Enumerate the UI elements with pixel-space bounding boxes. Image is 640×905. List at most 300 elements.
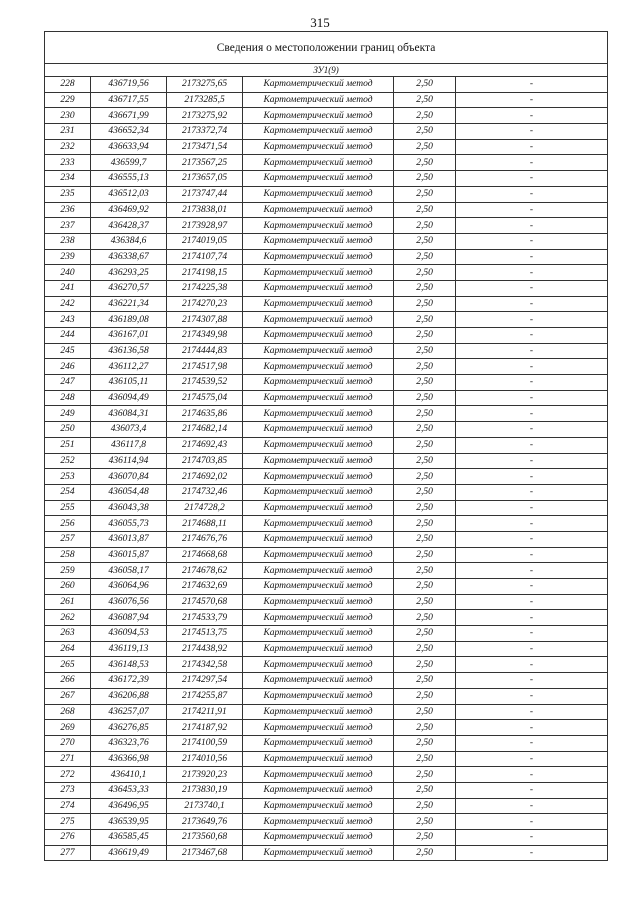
table-row [45, 845, 608, 861]
method-cell: Картометрический метод [243, 845, 394, 861]
table-row [45, 830, 608, 846]
boundary-table-sheet [44, 31, 607, 861]
y-coordinate-cell: 2173747,44 [167, 186, 243, 202]
table-subtitle: ЗУ1(9) [45, 64, 608, 77]
y-coordinate-cell: 2173920,23 [167, 767, 243, 783]
method-cell: Картометрический метод [243, 688, 394, 704]
method-cell: Картометрический метод [243, 751, 394, 767]
point-number-cell: 229 [45, 92, 91, 108]
note-cell: - [456, 814, 608, 830]
point-number-cell: 271 [45, 751, 91, 767]
note-cell: - [456, 579, 608, 595]
note-cell: - [456, 704, 608, 720]
y-coordinate-cell: 2174255,87 [167, 688, 243, 704]
point-number-cell: 240 [45, 265, 91, 281]
y-coordinate-cell: 2174533,79 [167, 610, 243, 626]
method-cell: Картометрический метод [243, 186, 394, 202]
method-cell: Картометрический метод [243, 343, 394, 359]
point-number-cell: 258 [45, 547, 91, 563]
note-cell: - [456, 77, 608, 93]
method-cell: Картометрический метод [243, 641, 394, 657]
table-row [45, 124, 608, 140]
table-row [45, 641, 608, 657]
accuracy-cell: 2,50 [394, 845, 456, 861]
x-coordinate-cell: 436054,48 [91, 484, 167, 500]
accuracy-cell: 2,50 [394, 704, 456, 720]
point-number-cell: 256 [45, 516, 91, 532]
method-cell: Картометрический метод [243, 265, 394, 281]
y-coordinate-cell: 2173467,68 [167, 845, 243, 861]
table-row [45, 77, 608, 93]
method-cell: Картометрический метод [243, 171, 394, 187]
method-cell: Картометрический метод [243, 720, 394, 736]
table-row [45, 249, 608, 265]
y-coordinate-cell: 2174635,86 [167, 406, 243, 422]
table-row [45, 108, 608, 124]
x-coordinate-cell: 436652,34 [91, 124, 167, 140]
y-coordinate-cell: 2174728,2 [167, 500, 243, 516]
method-cell: Картометрический метод [243, 249, 394, 265]
note-cell: - [456, 218, 608, 234]
method-cell: Картометрический метод [243, 673, 394, 689]
point-number-cell: 270 [45, 735, 91, 751]
note-cell: - [456, 516, 608, 532]
x-coordinate-cell: 436119,13 [91, 641, 167, 657]
point-number-cell: 276 [45, 830, 91, 846]
y-coordinate-cell: 2174570,68 [167, 594, 243, 610]
y-coordinate-cell: 2173657,05 [167, 171, 243, 187]
method-cell: Картометрический метод [243, 830, 394, 846]
x-coordinate-cell: 436512,03 [91, 186, 167, 202]
accuracy-cell: 2,50 [394, 171, 456, 187]
y-coordinate-cell: 2173285,5 [167, 92, 243, 108]
x-coordinate-cell: 436015,87 [91, 547, 167, 563]
method-cell: Картометрический метод [243, 139, 394, 155]
point-number-cell: 244 [45, 328, 91, 344]
x-coordinate-cell: 436585,45 [91, 830, 167, 846]
accuracy-cell: 2,50 [394, 296, 456, 312]
table-row [45, 453, 608, 469]
method-cell: Картометрический метод [243, 500, 394, 516]
point-number-cell: 236 [45, 202, 91, 218]
note-cell: - [456, 610, 608, 626]
note-cell: - [456, 453, 608, 469]
method-cell: Картометрический метод [243, 422, 394, 438]
accuracy-cell: 2,50 [394, 767, 456, 783]
note-cell: - [456, 155, 608, 171]
note-cell: - [456, 626, 608, 642]
accuracy-cell: 2,50 [394, 531, 456, 547]
x-coordinate-cell: 436555,13 [91, 171, 167, 187]
x-coordinate-cell: 436058,17 [91, 563, 167, 579]
accuracy-cell: 2,50 [394, 579, 456, 595]
table-row [45, 343, 608, 359]
x-coordinate-cell: 436112,27 [91, 359, 167, 375]
point-number-cell: 260 [45, 579, 91, 595]
table-row [45, 469, 608, 485]
y-coordinate-cell: 2174732,46 [167, 484, 243, 500]
note-cell: - [456, 280, 608, 296]
table-row [45, 610, 608, 626]
y-coordinate-cell: 2174703,85 [167, 453, 243, 469]
accuracy-cell: 2,50 [394, 563, 456, 579]
x-coordinate-cell: 436257,07 [91, 704, 167, 720]
y-coordinate-cell: 2174632,69 [167, 579, 243, 595]
table-row [45, 139, 608, 155]
note-cell: - [456, 531, 608, 547]
accuracy-cell: 2,50 [394, 437, 456, 453]
y-coordinate-cell: 2174575,04 [167, 390, 243, 406]
x-coordinate-cell: 436117,8 [91, 437, 167, 453]
note-cell: - [456, 469, 608, 485]
method-cell: Картометрический метод [243, 563, 394, 579]
x-coordinate-cell: 436293,25 [91, 265, 167, 281]
x-coordinate-cell: 436410,1 [91, 767, 167, 783]
table-row [45, 155, 608, 171]
accuracy-cell: 2,50 [394, 218, 456, 234]
table-row [45, 579, 608, 595]
accuracy-cell: 2,50 [394, 469, 456, 485]
y-coordinate-cell: 2174297,54 [167, 673, 243, 689]
point-number-cell: 243 [45, 312, 91, 328]
point-number-cell: 246 [45, 359, 91, 375]
point-number-cell: 277 [45, 845, 91, 861]
x-coordinate-cell: 436136,58 [91, 343, 167, 359]
table-row [45, 626, 608, 642]
point-number-cell: 237 [45, 218, 91, 234]
method-cell: Картометрический метод [243, 437, 394, 453]
x-coordinate-cell: 436070,84 [91, 469, 167, 485]
method-cell: Картометрический метод [243, 359, 394, 375]
x-coordinate-cell: 436276,85 [91, 720, 167, 736]
table-row [45, 233, 608, 249]
method-cell: Картометрический метод [243, 798, 394, 814]
note-cell: - [456, 328, 608, 344]
table-row [45, 704, 608, 720]
table-row [45, 312, 608, 328]
point-number-cell: 262 [45, 610, 91, 626]
point-number-cell: 266 [45, 673, 91, 689]
x-coordinate-cell: 436633,94 [91, 139, 167, 155]
y-coordinate-cell: 2174010,56 [167, 751, 243, 767]
point-number-cell: 238 [45, 233, 91, 249]
note-cell: - [456, 265, 608, 281]
table-row [45, 186, 608, 202]
table-row [45, 500, 608, 516]
accuracy-cell: 2,50 [394, 657, 456, 673]
table-row [45, 751, 608, 767]
note-cell: - [456, 845, 608, 861]
x-coordinate-cell: 436428,37 [91, 218, 167, 234]
method-cell: Картометрический метод [243, 594, 394, 610]
page-number: 315 [310, 15, 330, 30]
note-cell: - [456, 437, 608, 453]
accuracy-cell: 2,50 [394, 735, 456, 751]
note-cell: - [456, 249, 608, 265]
accuracy-cell: 2,50 [394, 233, 456, 249]
boundary-table [44, 31, 608, 861]
accuracy-cell: 2,50 [394, 359, 456, 375]
note-cell: - [456, 500, 608, 516]
method-cell: Картометрический метод [243, 124, 394, 140]
accuracy-cell: 2,50 [394, 265, 456, 281]
x-coordinate-cell: 436366,98 [91, 751, 167, 767]
table-row [45, 531, 608, 547]
y-coordinate-cell: 2173928,97 [167, 218, 243, 234]
method-cell: Картометрический метод [243, 406, 394, 422]
y-coordinate-cell: 2173275,65 [167, 77, 243, 93]
point-number-cell: 234 [45, 171, 91, 187]
x-coordinate-cell: 436148,53 [91, 657, 167, 673]
accuracy-cell: 2,50 [394, 720, 456, 736]
point-number-cell: 253 [45, 469, 91, 485]
point-number-cell: 251 [45, 437, 91, 453]
x-coordinate-cell: 436469,92 [91, 202, 167, 218]
table-row [45, 437, 608, 453]
accuracy-cell: 2,50 [394, 390, 456, 406]
accuracy-cell: 2,50 [394, 453, 456, 469]
method-cell: Картометрический метод [243, 108, 394, 124]
note-cell: - [456, 139, 608, 155]
x-coordinate-cell: 436270,57 [91, 280, 167, 296]
y-coordinate-cell: 2174438,92 [167, 641, 243, 657]
method-cell: Картометрический метод [243, 516, 394, 532]
title-row [45, 32, 608, 64]
table-row [45, 328, 608, 344]
point-number-cell: 248 [45, 390, 91, 406]
point-number-cell: 257 [45, 531, 91, 547]
table-row [45, 735, 608, 751]
method-cell: Картометрический метод [243, 453, 394, 469]
y-coordinate-cell: 2174225,38 [167, 280, 243, 296]
accuracy-cell: 2,50 [394, 484, 456, 500]
method-cell: Картометрический метод [243, 767, 394, 783]
x-coordinate-cell: 436076,56 [91, 594, 167, 610]
method-cell: Картометрический метод [243, 579, 394, 595]
y-coordinate-cell: 2173471,54 [167, 139, 243, 155]
note-cell: - [456, 233, 608, 249]
table-row [45, 563, 608, 579]
note-cell: - [456, 375, 608, 391]
y-coordinate-cell: 2174678,62 [167, 563, 243, 579]
point-number-cell: 239 [45, 249, 91, 265]
note-cell: - [456, 798, 608, 814]
table-row [45, 657, 608, 673]
accuracy-cell: 2,50 [394, 77, 456, 93]
y-coordinate-cell: 2174342,58 [167, 657, 243, 673]
method-cell: Картометрический метод [243, 233, 394, 249]
x-coordinate-cell: 436043,38 [91, 500, 167, 516]
x-coordinate-cell: 436599,7 [91, 155, 167, 171]
note-cell: - [456, 124, 608, 140]
y-coordinate-cell: 2174211,91 [167, 704, 243, 720]
accuracy-cell: 2,50 [394, 547, 456, 563]
x-coordinate-cell: 436671,99 [91, 108, 167, 124]
x-coordinate-cell: 436206,88 [91, 688, 167, 704]
x-coordinate-cell: 436221,34 [91, 296, 167, 312]
point-number-cell: 269 [45, 720, 91, 736]
note-cell: - [456, 767, 608, 783]
point-number-cell: 261 [45, 594, 91, 610]
method-cell: Картометрический метод [243, 296, 394, 312]
x-coordinate-cell: 436717,55 [91, 92, 167, 108]
method-cell: Картометрический метод [243, 735, 394, 751]
method-cell: Картометрический метод [243, 782, 394, 798]
table-row [45, 390, 608, 406]
y-coordinate-cell: 2173372,74 [167, 124, 243, 140]
y-coordinate-cell: 2174513,75 [167, 626, 243, 642]
y-coordinate-cell: 2173830,19 [167, 782, 243, 798]
note-cell: - [456, 186, 608, 202]
table-row [45, 265, 608, 281]
accuracy-cell: 2,50 [394, 673, 456, 689]
y-coordinate-cell: 2174107,74 [167, 249, 243, 265]
note-cell: - [456, 296, 608, 312]
x-coordinate-cell: 436167,01 [91, 328, 167, 344]
point-number-cell: 252 [45, 453, 91, 469]
y-coordinate-cell: 2174682,14 [167, 422, 243, 438]
accuracy-cell: 2,50 [394, 610, 456, 626]
point-number-cell: 245 [45, 343, 91, 359]
accuracy-cell: 2,50 [394, 375, 456, 391]
note-cell: - [456, 594, 608, 610]
method-cell: Картометрический метод [243, 547, 394, 563]
accuracy-cell: 2,50 [394, 343, 456, 359]
point-number-cell: 268 [45, 704, 91, 720]
x-coordinate-cell: 436338,67 [91, 249, 167, 265]
note-cell: - [456, 673, 608, 689]
point-number-cell: 232 [45, 139, 91, 155]
table-row [45, 688, 608, 704]
y-coordinate-cell: 2174019,05 [167, 233, 243, 249]
x-coordinate-cell: 436539,95 [91, 814, 167, 830]
accuracy-cell: 2,50 [394, 626, 456, 642]
table-row [45, 202, 608, 218]
table-title: Сведения о местоположении границ объекта [45, 32, 608, 64]
x-coordinate-cell: 436105,11 [91, 375, 167, 391]
x-coordinate-cell: 436013,87 [91, 531, 167, 547]
note-cell: - [456, 688, 608, 704]
note-cell: - [456, 782, 608, 798]
method-cell: Картометрический метод [243, 484, 394, 500]
point-number-cell: 242 [45, 296, 91, 312]
note-cell: - [456, 359, 608, 375]
note-cell: - [456, 171, 608, 187]
note-cell: - [456, 343, 608, 359]
note-cell: - [456, 641, 608, 657]
accuracy-cell: 2,50 [394, 139, 456, 155]
y-coordinate-cell: 2173275,92 [167, 108, 243, 124]
x-coordinate-cell: 436719,56 [91, 77, 167, 93]
x-coordinate-cell: 436189,08 [91, 312, 167, 328]
point-number-cell: 247 [45, 375, 91, 391]
accuracy-cell: 2,50 [394, 328, 456, 344]
point-number-cell: 255 [45, 500, 91, 516]
table-row [45, 406, 608, 422]
accuracy-cell: 2,50 [394, 124, 456, 140]
method-cell: Картометрический метод [243, 626, 394, 642]
accuracy-cell: 2,50 [394, 688, 456, 704]
x-coordinate-cell: 436496,95 [91, 798, 167, 814]
accuracy-cell: 2,50 [394, 500, 456, 516]
accuracy-cell: 2,50 [394, 516, 456, 532]
note-cell: - [456, 202, 608, 218]
accuracy-cell: 2,50 [394, 108, 456, 124]
accuracy-cell: 2,50 [394, 406, 456, 422]
note-cell: - [456, 92, 608, 108]
table-row [45, 359, 608, 375]
x-coordinate-cell: 436384,6 [91, 233, 167, 249]
x-coordinate-cell: 436055,73 [91, 516, 167, 532]
y-coordinate-cell: 2174676,76 [167, 531, 243, 547]
method-cell: Картометрический метод [243, 657, 394, 673]
method-cell: Картометрический метод [243, 390, 394, 406]
accuracy-cell: 2,50 [394, 312, 456, 328]
y-coordinate-cell: 2173560,68 [167, 830, 243, 846]
x-coordinate-cell: 436114,94 [91, 453, 167, 469]
note-cell: - [456, 657, 608, 673]
point-number-cell: 228 [45, 77, 91, 93]
y-coordinate-cell: 2173838,01 [167, 202, 243, 218]
y-coordinate-cell: 2174539,52 [167, 375, 243, 391]
accuracy-cell: 2,50 [394, 422, 456, 438]
point-number-cell: 272 [45, 767, 91, 783]
point-number-cell: 250 [45, 422, 91, 438]
point-number-cell: 275 [45, 814, 91, 830]
table-row [45, 375, 608, 391]
y-coordinate-cell: 2174692,43 [167, 437, 243, 453]
note-cell: - [456, 563, 608, 579]
accuracy-cell: 2,50 [394, 641, 456, 657]
y-coordinate-cell: 2174444,83 [167, 343, 243, 359]
point-number-cell: 230 [45, 108, 91, 124]
point-number-cell: 249 [45, 406, 91, 422]
table-row [45, 767, 608, 783]
point-number-cell: 254 [45, 484, 91, 500]
note-cell: - [456, 547, 608, 563]
x-coordinate-cell: 436172,39 [91, 673, 167, 689]
y-coordinate-cell: 2174270,23 [167, 296, 243, 312]
point-number-cell: 273 [45, 782, 91, 798]
point-number-cell: 263 [45, 626, 91, 642]
x-coordinate-cell: 436323,76 [91, 735, 167, 751]
accuracy-cell: 2,50 [394, 202, 456, 218]
table-row [45, 814, 608, 830]
method-cell: Картометрический метод [243, 469, 394, 485]
point-number-cell: 241 [45, 280, 91, 296]
method-cell: Картометрический метод [243, 375, 394, 391]
y-coordinate-cell: 2173649,76 [167, 814, 243, 830]
x-coordinate-cell: 436094,53 [91, 626, 167, 642]
y-coordinate-cell: 2174307,88 [167, 312, 243, 328]
y-coordinate-cell: 2173740,1 [167, 798, 243, 814]
y-coordinate-cell: 2174198,15 [167, 265, 243, 281]
table-row [45, 422, 608, 438]
x-coordinate-cell: 436453,33 [91, 782, 167, 798]
method-cell: Картометрический метод [243, 531, 394, 547]
accuracy-cell: 2,50 [394, 782, 456, 798]
method-cell: Картометрический метод [243, 328, 394, 344]
note-cell: - [456, 484, 608, 500]
x-coordinate-cell: 436094,49 [91, 390, 167, 406]
method-cell: Картометрический метод [243, 202, 394, 218]
table-row [45, 280, 608, 296]
y-coordinate-cell: 2174517,98 [167, 359, 243, 375]
point-number-cell: 259 [45, 563, 91, 579]
accuracy-cell: 2,50 [394, 814, 456, 830]
method-cell: Картометрический метод [243, 155, 394, 171]
note-cell: - [456, 312, 608, 328]
